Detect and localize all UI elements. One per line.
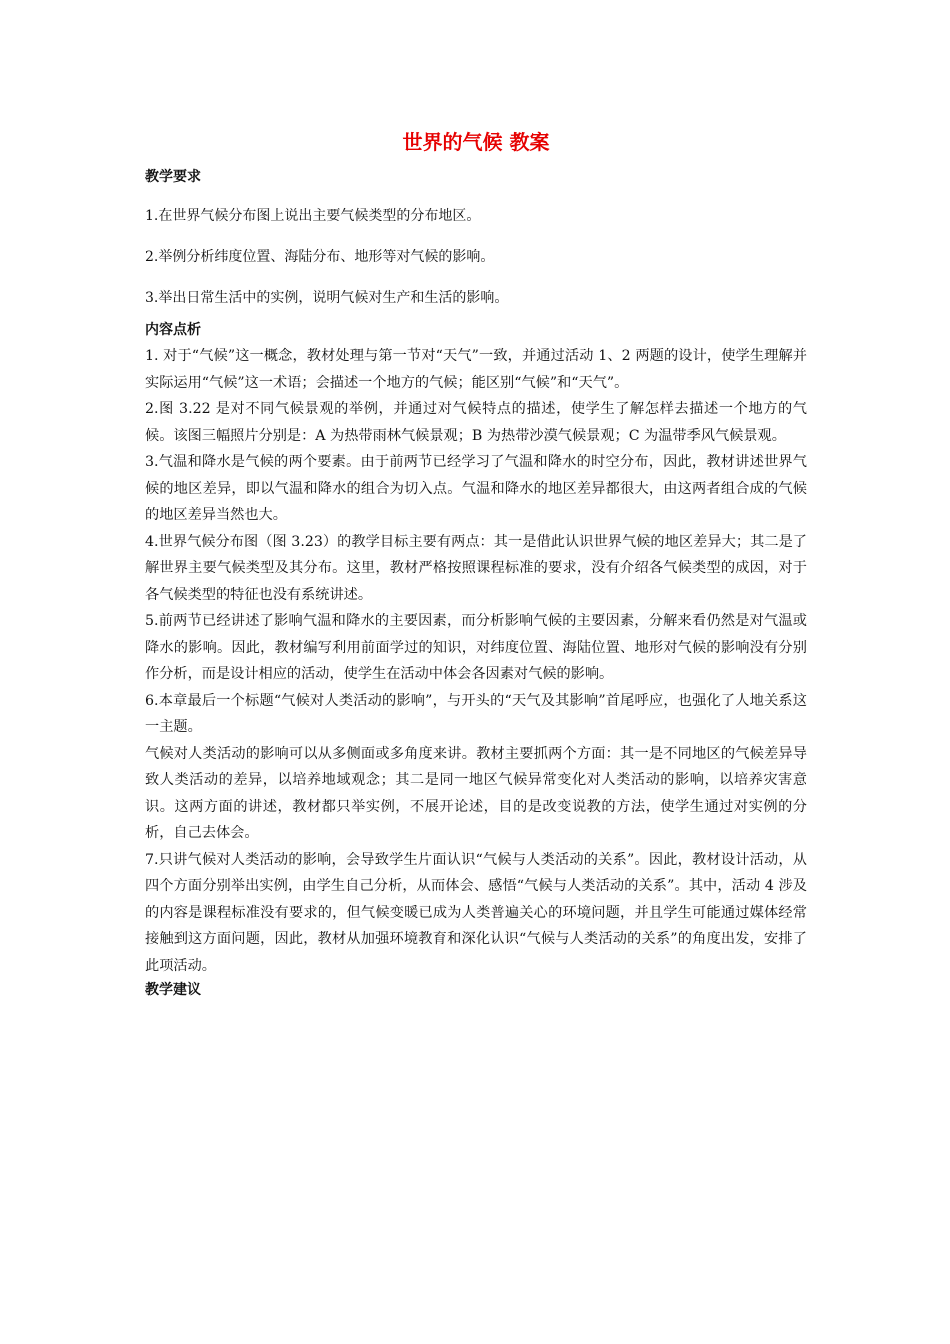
requirement-item: 3.举出日常生活中的实例，说明气候对生产和生活的影响。 [145, 290, 509, 306]
document-page [145, 120, 807, 1001]
section-heading-suggestions: 教学建议 [145, 982, 201, 998]
analysis-paragraph: 6.本章最后一个标题“气候对人类活动的影响”，与开头的“天气及其影响”首尾呼应，也强化了人地关系这一主题。 [145, 692, 807, 735]
analysis-paragraph: 5.前两节已经讲述了影响气温和降水的主要因素，而分析影响气候的主要因素，分解来看仍然是对气温或降水的影响。因此，教材编写利用前面学过的知识，对纬度位置、海陆位置、地形对气候的影响没有分别作分析，而是设计相应的活动，使学生在活动中体会各因素对气候的影响。 [145, 613, 807, 682]
analysis-paragraph: 7.只讲气候对人类活动的影响，会导致学生片面认识“气候与人类活动的关系”。因此，教材设计活动，从四个方面分别举出实例，由学生自己分析，从而体会、感悟“气候与人类活动的关系”。其中，活动 4 涉及的内容是课程标准没有要求的，但气候变暖已成为人类普遍关心的环境问题，并且学生可能通过媒体经常接触到这方面问题，因此，教材从加强环境教育和深化认识“气候与人类活动的关系”的角度出发，安排了此项活动。 [145, 851, 807, 974]
section-analysis [145, 319, 807, 979]
analysis-paragraph: 气候对人类活动的影响可以从多侧面或多角度来讲。教材主要抓两个方面：其一是不同地区的气候差异导致人类活动的差异，以培养地域观念；其二是同一地区气候异常变化对人类活动的影响，以培养灾害意识。这两方面的讲述，教材都只举实例，不展开论述，目的是改变说教的方法，使学生通过对实例的分析，自己去体会。 [145, 745, 807, 841]
analysis-paragraph: 4.世界气候分布图（图 3.23）的教学目标主要有两点：其一是借此认识世界气候的地区差异大；其二是了解世界主要气候类型及其分布。这里，教材严格按照课程标准的要求，没有介绍各气候类型的成因，对于各气候类型的特征也没有系统讲述。 [145, 533, 807, 603]
analysis-paragraph: 1. 对于“气候”这一概念，教材处理与第一节对“天气”一致，并通过活动 1、2 两题的设计，使学生理解并实际运用“气候”这一术语；会描述一个地方的气候；能区别“气候”和“天气”。 [145, 348, 807, 391]
section-requirements [145, 166, 807, 309]
analysis-paragraph: 3.气温和降水是气候的两个要素。由于前两节已经学习了气温和降水的时空分布，因此，教材讲述世界气候的地区差异，即以气温和降水的组合为切入点。气温和降水的地区差异都很大，由这两者组合成的气候的地区差异当然也大。 [145, 454, 807, 523]
section-suggestions [145, 979, 807, 1001]
requirement-item: 1.在世界气候分布图上说出主要气候类型的分布地区。 [145, 208, 481, 224]
section-heading-requirements: 教学要求 [145, 169, 201, 185]
document-title: 世界的气候 教案 [402, 130, 550, 154]
requirement-item: 2.举例分析纬度位置、海陆分布、地形等对气候的影响。 [145, 249, 495, 265]
section-heading-analysis: 内容点析 [145, 322, 201, 338]
analysis-paragraph: 2.图 3.22 是对不同气候景观的举例，并通过对气候特点的描述，使学生了解怎样去描述一个地方的气候。该图三幅照片分别是：A 为热带雨林气候景观；B 为热带沙漠气候景观；C 为温带季风气候景观。 [145, 401, 807, 444]
